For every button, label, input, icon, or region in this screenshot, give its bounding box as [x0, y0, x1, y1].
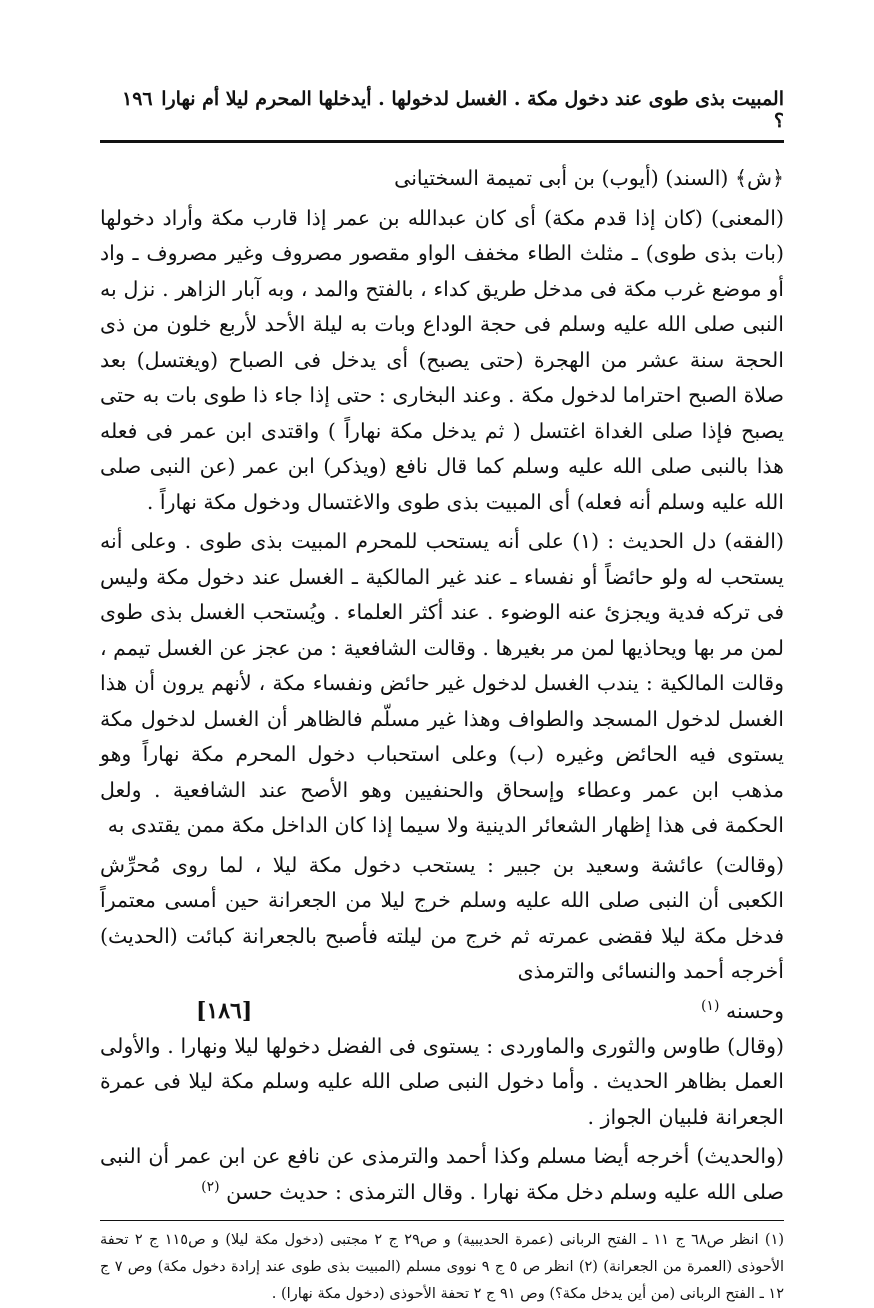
hadith-paragraph [100, 1139, 784, 1210]
hadith-number-badge: [١٨٦] [196, 997, 253, 1024]
sanad-paragraph: ﴿ش﴾ (السند) (أيوب) بن أبى تميمة السختيانى [394, 166, 784, 190]
hadith-paragraph-text: (والحديث) أخرجه أيضا مسلم وكذا أحمد والترمذى عن نافع عن ابن عمر أن النبى صلى الله عليه وسلم دخل مكة نهارا . وقال الترمذى : حديث حسن [100, 1144, 784, 1204]
hadith-number-line [100, 994, 784, 1029]
maana-paragraph: (المعنى) (كان إذا قدم مكة) أى كان عبدالله بن عمر إذا قارب مكة وأراد دخولها (بات بذى طوى) ـ مثلث الطاء مخفف الواو مقصور مصروف وغير مصروف ـ واد أو موضع غرب مكة فى مدخل طريق كداء ، بالفتح والمد ، وبه آبار الزاهر . نزل به النبى صلى الله عليه وسلم فى حجة الوداع وبات به ليلة الأحد لأربع خلون من ذى الحجة سنة عشر من الهجرة (حتى يصبح) أى يدخل فى الصباح (ويغتسل) بعد صلاة الصبح احتراما لدخول مكة . وعند البخارى : حتى إذا جاء ذا طوى بات به حتى يصبح فإذا صلى الغداة اغتسل ( ثم يدخل مكة نهاراً ) واقتدى ابن عمر فى فعله هذا بالنبى صلى الله عليه وسلم كما قال نافع (ويذكر) ابن عمر (عن النبى صلى الله عليه وسلم أنه فعله) أى المبيت بذى طوى والاغتسال ودخول مكة نهاراً . [100, 205, 784, 514]
footnote-rule [100, 1220, 784, 1221]
aisha-paragraph: (وقالت) عائشة وسعيد بن جبير : يستحب دخول مكة ليلا ، لما روى مُحرِّش الكعبى أن النبى صلى الله عليه وسلم خرج ليلا من الجعرانة حين أمسى معتمراً فدخل مكة ليلا فقضى عمرته ثم خرج من ليلته فأصبح بالجعرانة كبائت (الحديث) أخرجه أحمد والنسائى والترمذى [100, 852, 784, 983]
footnotes [100, 1227, 784, 1308]
aisha-tail-text: وحسنه [725, 998, 784, 1023]
header-rule [100, 140, 784, 143]
footnote-1: (١) انظر ص٦٨ ج ١١ ـ الفتح الربانى (عمرة الحديبية) و ص٢٩ ج ٢ مجتبى (دخول مكة ليلا) و ص١١٥ ج ٢ تحفة الأحوذى (العمرة من الجعرانة) [100, 1232, 785, 1275]
footnote-2: (٢) انظر ص ٥ ج ٩ نووى مسلم (المبيت بذى طوى عند إرادة دخول مكة) وص ٧ ج ١٢ ـ الفتح الربانى (من أين يدخل مكة؟) وص ٩١ ج ٢ تحفة الأحوذى (دخول مكة نهارا) . [100, 1259, 784, 1302]
tawus-paragraph: (وقال) طاوس والثورى والماوردى : يستوى فى الفضل دخولها ليلا ونهارا . والأولى العمل بظاهر الحديث . وأما دخول النبى صلى الله عليه وسلم مكة ليلا فى عمرة الجعرانة فلبيان الجواز . [100, 1033, 784, 1129]
fiqh-paragraph: (الفقه) دل الحديث : (١) على أنه يستحب للمحرم المبيت بذى طوى . وعلى أنه يستحب له ولو حائضاً أو نفساء ـ عند غير المالكية ـ الغسل عند دخول مكة وليس فى تركه فدية ويجزئ عنه الوضوء . عند أكثر العلماء . ويُستحب الغسل بذى طوى لمن مر بها ويحاذيها لمن مر بغيرها . وقالت الشافعية : من عجز عن الغسل تيمم ، وقالت المالكية : يندب الغسل لدخول غير حائض ونفساء مكة ، لأنهم يرون أن هذا الغسل لدخول المسجد والطواف وهذا غير مسلّم فالظاهر أن الغسل لدخول مكة يستوى فيه الحائض وغيره (ب) وعلى استحباب دخول المحرم مكة نهاراً وهو مذهب ابن عمر وعطاء وإسحاق والحنفيين وهو الأصح عند الشافعية . ولعل الحكمة فى هذا إظهار الشعائر الدينية ولا سيما إذا كان الداخل مكة ممن يقتدى به [100, 529, 784, 837]
aisha-tail [701, 994, 784, 1029]
footnote-ref-2: (٢) [201, 1178, 220, 1195]
footnote-ref-1: (١) [700, 997, 720, 1014]
running-header [100, 88, 784, 140]
page-number: ١٩٦ [122, 88, 153, 110]
running-title: المبيت بذى طوى عند دخول مكة . الغسل لدخولها . أيدخلها المحرم ليلا أم نهارا ؟ [161, 88, 784, 132]
